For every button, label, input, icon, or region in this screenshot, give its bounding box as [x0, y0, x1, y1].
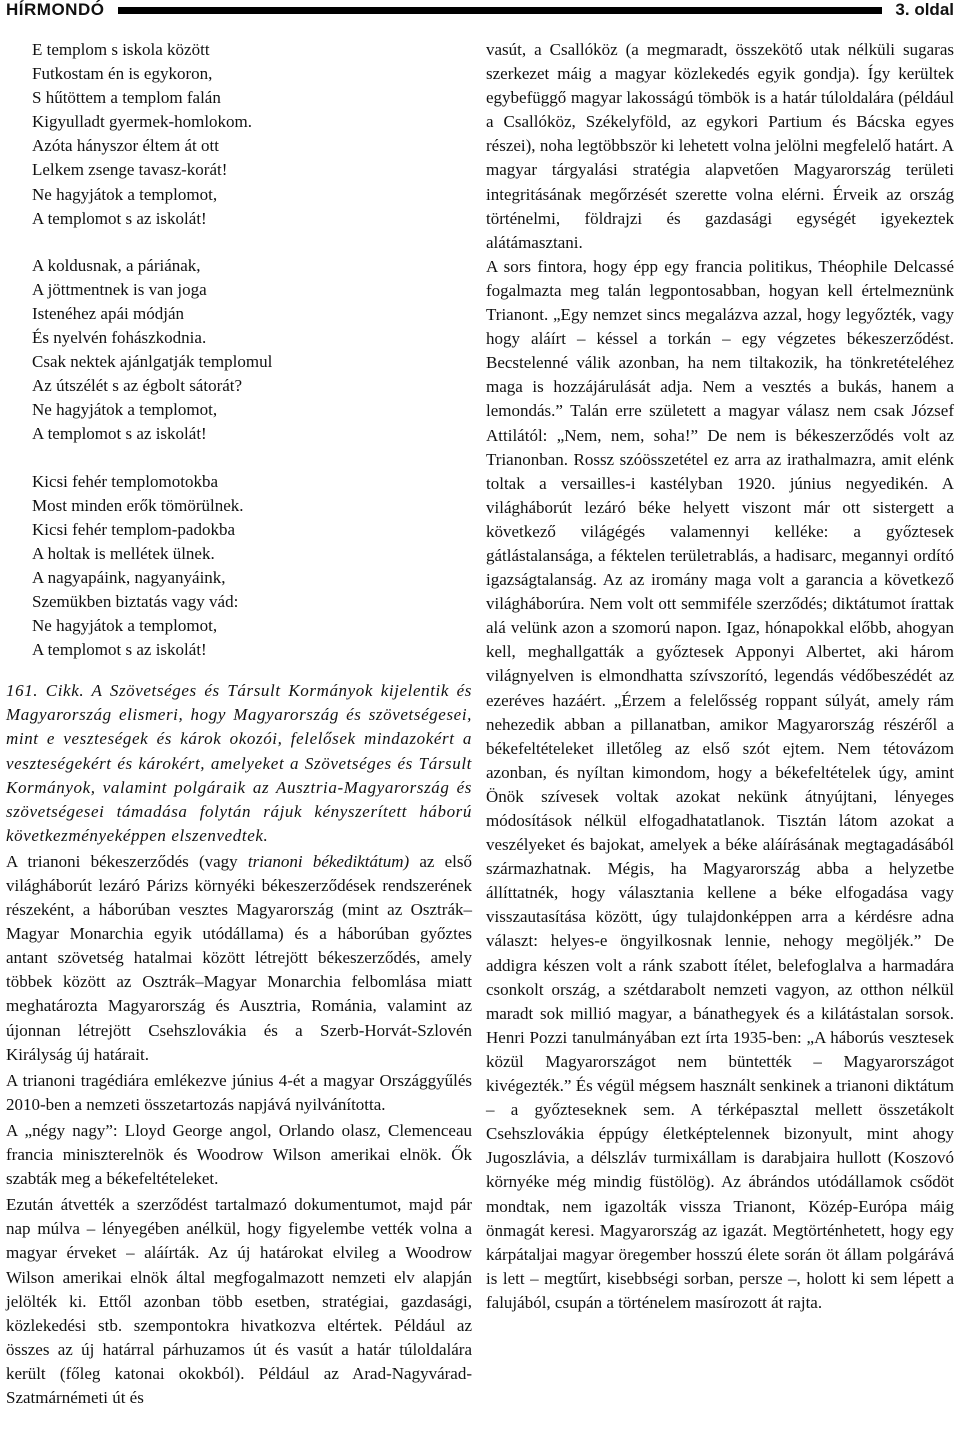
poem [6, 38, 472, 662]
article-paragraph: A „négy nagy”: Lloyd George angol, Orlando olasz, Clemenceau francia miniszterelnök és Woodrow Wilson amerikai elnök. Ők szabták meg a békefeltételeket. [6, 1120, 472, 1189]
article-paragraph: A trianoni tragédiára emlékezve június 4-ét a magyar Országgyűlés 2010-ben a nemzeti összetartozás napjává nyilvánította. [6, 1070, 472, 1114]
article-paragraph: Ezután átvették a szerződést tartalmazó dokumentumot, majd pár nap múlva – lényegében anélkül, hogy figyelembe vették volna a magyar érveket – aláírták. Az új határokat elvileg a Woodrow Wilson amerikai elnök által megfogalmazott nemzeti elv alapján jelölték ki. Ettől azonban több esetben, stratégiai, gazdasági, közlekedési stb. szempontokra hivatkozva eltértek. Például az összes az új határral párhuzamos út és vasút a határ túloldalára került (főleg katonai okokból). Például az Arad-Nagyvárad-Szatmárnémeti út és [6, 1195, 472, 1407]
poem-line: Most minden erők tömörülnek. [32, 495, 244, 515]
paragraph-italic-text: trianoni békediktátum) [247, 851, 410, 871]
poem-line: A templomot s az iskolát! [32, 640, 207, 660]
paragraph-text: az első világháborút lezáró Párizs környéki békeszerződések rendszerének részeként, a háborúban vesztes Magyarország (mint az Osztrák–Magyar Monarchia egyik utódállama) és a háborúban győztes antant szövetség hatalmai között létrejött békeszerződés, amely többek között az Osztrák–Magyar Monarchia felbomlása miatt meghatározta Magyarország és Ausztria, Románia, valamint az újonnan létrejött Csehszlovákia és a Szerb-Horvát-Szlovén Királyság új határait. [6, 851, 472, 1064]
poem-line: Azóta hányszor éltem át ott [32, 136, 219, 156]
poem-line: Lelkem zsenge tavasz-korát! [32, 160, 228, 180]
poem-line: A koldusnak, a páriának, [32, 255, 201, 275]
article-paragraph [6, 850, 472, 1067]
poem-line: A templomot s az iskolát! [32, 208, 207, 228]
left-column [6, 38, 472, 1412]
poem-line: Kicsi fehér templomotokba [32, 471, 219, 491]
treaty-article-note: 161. Cikk. A Szövetséges és Társult Kormányok kijelentik és Magyarország elismeri, hogy Magyarország és szövetségesei, mint e veszteségek és károk okozói, felelősek mindazokért a veszteségekért és károkért, amelyeket a Szövetséges és Társult Kormányok, valamint polgáraik az Ausztria-Magyarország és szövetségesei támadása folytán rájuk kényszerített háború következményeképpen elszenvedtek. [6, 681, 472, 845]
page-number: 3. oldal [895, 0, 954, 19]
newspaper-title: HÍRMONDÓ [6, 0, 105, 19]
poem-line: Ne hagyjátok a templomot, [32, 184, 218, 204]
article-paragraph: vasút, a Csallóköz (a megmaradt, összekötő utak nélküli sugaras szerkezet máig a magyar közlekedés egyik gondja). Így kerültek egybefüggő magyar lakosságú tömbök is a határ túloldalára (például a Csallóköz, Székelyföld, az egykori Partium és Bácska egyes részei), noha legtöbbször ki lehetett volna jelölni megfelelő határt. A magyar tárgyalási stratégia alapvetően Magyarország területi integritásának megőrzését szerette volna elérni. Érveik az ország történelmi, földrajzi és gazdasági egységét igyekeztek alátámasztani. [486, 40, 954, 252]
poem-line: És nyelvén fohászkodnia. [32, 328, 207, 348]
poem-stanza-2 [32, 254, 472, 447]
poem-line: Kicsi fehér templom-padokba [32, 519, 235, 539]
poem-line: Istenéhez apái módján [32, 303, 184, 323]
poem-line: Ne hagyjátok a templomot, [32, 400, 218, 420]
article-paragraph: A sors fintora, hogy épp egy francia politikus, Théophile Delcassé fogalmazta meg talán legpontosabban, hogyan kell értelmeznünk Trianont. „Egy nemzet sincs megalázva azzal, hogy legyőzték, vagy hogy aláírt – késsel a torkán – egy végzetes békeszerződést. Becstelenné válik azonban, ha nem tiltakozik, ha tönkretételéhez maga is hozzájárulását adja. Nem a vesztés a bukás, hanem a lemondás.” Talán erre született a magyar válasz nem csak József Attilától: „Nem, nem, soha!” De nem is békeszerződés volt az Trianonban. Rossz szóösszetétel ez arra az irathalmazra, amit elénk toltak a versailles-i kastélyban 1920. június negyedikén. A világháborút lezáró béke helyett viszont már ott sistergett a következő világégés valamennyi kelléke: a győztesek gátlástalansága, a féktelen területrablás, a hadisarc, megannyi ordító igazságtalanság. Az az iromány maga volt a garancia a következő világháborúra. Nem volt ott semmiféle szerződés; diktátumot írattak alá velünk azon a szomorú napon. Igaz, hónapokkal előbb, ahogyan kell, meghallgatták a győztesek Apponyi Albertet, aki három világnyelven is elmondhatta szívszorító, legendás védőbeszédét az ezeréves hazáért. „Érzem a felelősség roppant súlyát, amely rám nehezedik abban a pillanatban, amikor Magyarország részéről a békefeltételeket illetőleg az első szót ejtem. Nem tétovázom azonban, és nyíltan kimondom, hogy a békefeltételek úgy, amint Önök szívesek voltak azokat nekünk átnyújtani, lényeges módosítások nélkül elfogadhatatlanok. Tisztán látom azokat a veszélyeket és bajokat, amelyek a béke aláírásának megtagadásából származhatnak. Mégis, ha Magyarország abba a helyzetbe állíttatnék, hogy választania kellene a béke elfogadása vagy visszautasítása között, úgy tulajdonképpen arra a kérdésre adna választ: helyes-e öngyilkosnak lennie, nehogy megöljék.” De addigra készen volt a ránk szabott ítélet, belefoglalva a harmadára csonkolt ország, a szétdarabolt nemzeti vagyon, az otthon nélkül maradt sok millió magyar, a bánathegyek és a kilátástalan sorsok. Henri Pozzi tanulmányában ezt írta 1935-ben: „A háborús vesztesek közül Magyarországot nem büntették – Magyarországot kivégezték.” És végül mégsem használt senkinek a trianoni diktátum – a győzteseknek sem. A térképasztal mellett összetákolt Csehszlovákia éppúgy életképtelennek bizonyult, mint ahogy Jugoszlávia, a délszláv turmixállam is darabjaira hullott (Koszovó környéke még mindig füstölög). Az ábrándos utódállamok csődöt mondtak, nem igazolták vissza Trianont, Közép-Európa máig önmagát keresi. Magyarország az igazát. Megtörténhetett, hogy egy kárpátaljai magyar öregember hosszú élete során öt állam polgárává is lett – megtűrt, kisebbségi sorban, persze –, holott ki sem lépett a falujából, csupán a történelem masírozott át rajta. [486, 256, 954, 1312]
header-rule [118, 7, 882, 14]
poem-line: Csak nektek ajánlgatják templomul [32, 352, 273, 372]
poem-line: Szemükben biztatás vagy vád: [32, 591, 239, 611]
page-header [6, 0, 954, 30]
poem-line: Az útszélét s az égbolt sátorát? [32, 376, 243, 396]
poem-line: E templom s iskola között [32, 40, 210, 59]
poem-line: A nagyapáink, nagyanyáink, [32, 567, 226, 587]
right-column [486, 38, 954, 1315]
paragraph-text: A trianoni békeszerződés (vagy [6, 851, 248, 871]
poem-line: A jöttmentnek is van joga [32, 279, 207, 299]
poem-stanza-3 [32, 470, 472, 663]
poem-line: Ne hagyjátok a templomot, [32, 616, 218, 636]
poem-line: A holtak is mellétek ülnek. [32, 543, 215, 563]
poem-line: A templomot s az iskolát! [32, 424, 207, 444]
poem-line: S hűtöttem a templom falán [32, 88, 221, 108]
poem-line: Futkostam én is egykoron, [32, 64, 213, 84]
poem-line: Kigyulladt gyermek-homlokom. [32, 112, 253, 132]
poem-stanza-1 [32, 38, 472, 231]
